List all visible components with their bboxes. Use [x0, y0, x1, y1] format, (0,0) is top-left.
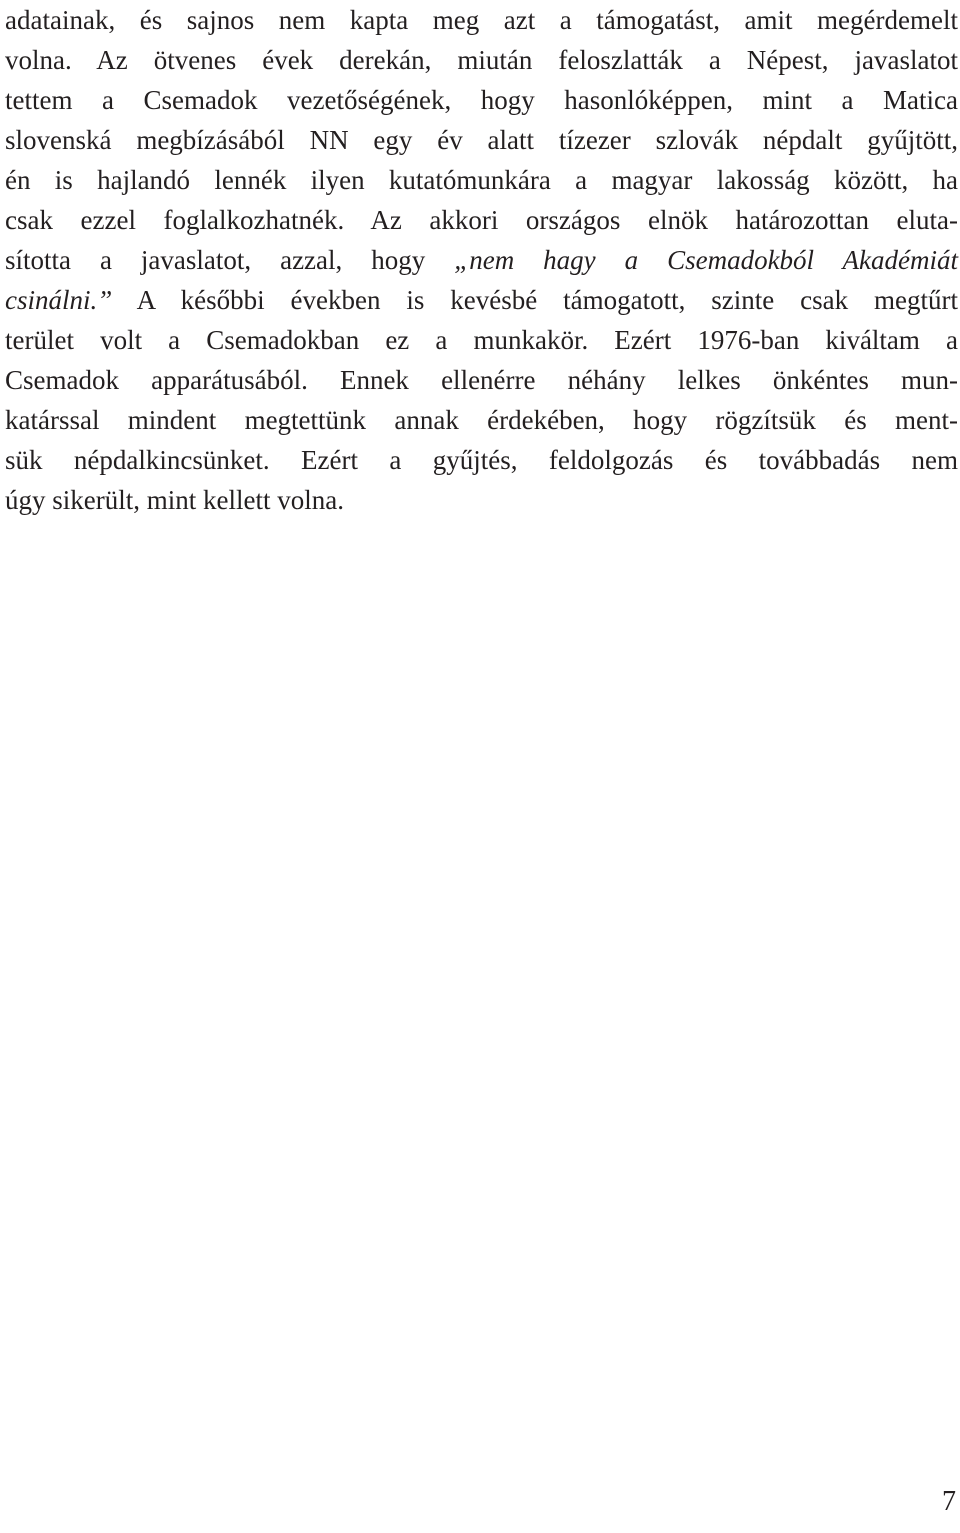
body-paragraph	[5, 0, 958, 520]
text-run: tettem a Csemadok vezetőségének, hogy hasonlóképpen, mint a Matica	[5, 85, 958, 115]
text-run: slovenská megbízásából NN egy év alatt tízezer szlovák népdalt gyűjtött,	[5, 125, 958, 155]
text-run: sük népdalkincsünket. Ezért a gyűjtés, feldolgozás és továbbadás nem	[5, 445, 958, 475]
text-run: sította a javaslatot, azzal, hogy	[5, 245, 455, 275]
italic-quote: „nem hagy a Csemadokból Akadémiát	[454, 245, 958, 275]
text-line	[5, 80, 958, 120]
text-line	[5, 160, 958, 200]
text-line	[5, 0, 958, 40]
text-line	[5, 200, 958, 240]
text-run: Csemadok apparátusából. Ennek ellenérre néhány lelkes önkéntes mun-	[5, 365, 958, 395]
italic-quote: csinálni.”	[5, 285, 113, 315]
text-run: volna. Az ötvenes évek derekán, miután feloszlatták a Népest, javaslatot	[5, 45, 958, 75]
text-line	[5, 120, 958, 160]
text-run: katárssal mindent megtettünk annak érdekében, hogy rögzítsük és ment-	[5, 405, 958, 435]
text-line	[5, 240, 958, 280]
text-line	[5, 480, 958, 520]
text-line	[5, 320, 958, 360]
text-line	[5, 40, 958, 80]
text-line	[5, 280, 958, 320]
text-line	[5, 440, 958, 480]
text-line	[5, 360, 958, 400]
text-run: csak ezzel foglalkozhatnék. Az akkori országos elnök határozottan eluta-	[5, 205, 958, 235]
text-run: adatainak, és sajnos nem kapta meg azt a támogatást, amit megérdemelt	[5, 5, 958, 35]
text-run: úgy sikerült, mint kellett volna.	[5, 485, 344, 515]
text-run: én is hajlandó lennék ilyen kutatómunkára a magyar lakosság között, ha	[5, 165, 958, 195]
text-run: A későbbi években is kevésbé támogatott, szinte csak megtűrt	[112, 285, 958, 315]
text-line	[5, 400, 958, 440]
text-run: terület volt a Csemadokban ez a munkakör. Ezért 1976-ban kiváltam a	[5, 325, 958, 355]
page-number: 7	[942, 1486, 956, 1517]
